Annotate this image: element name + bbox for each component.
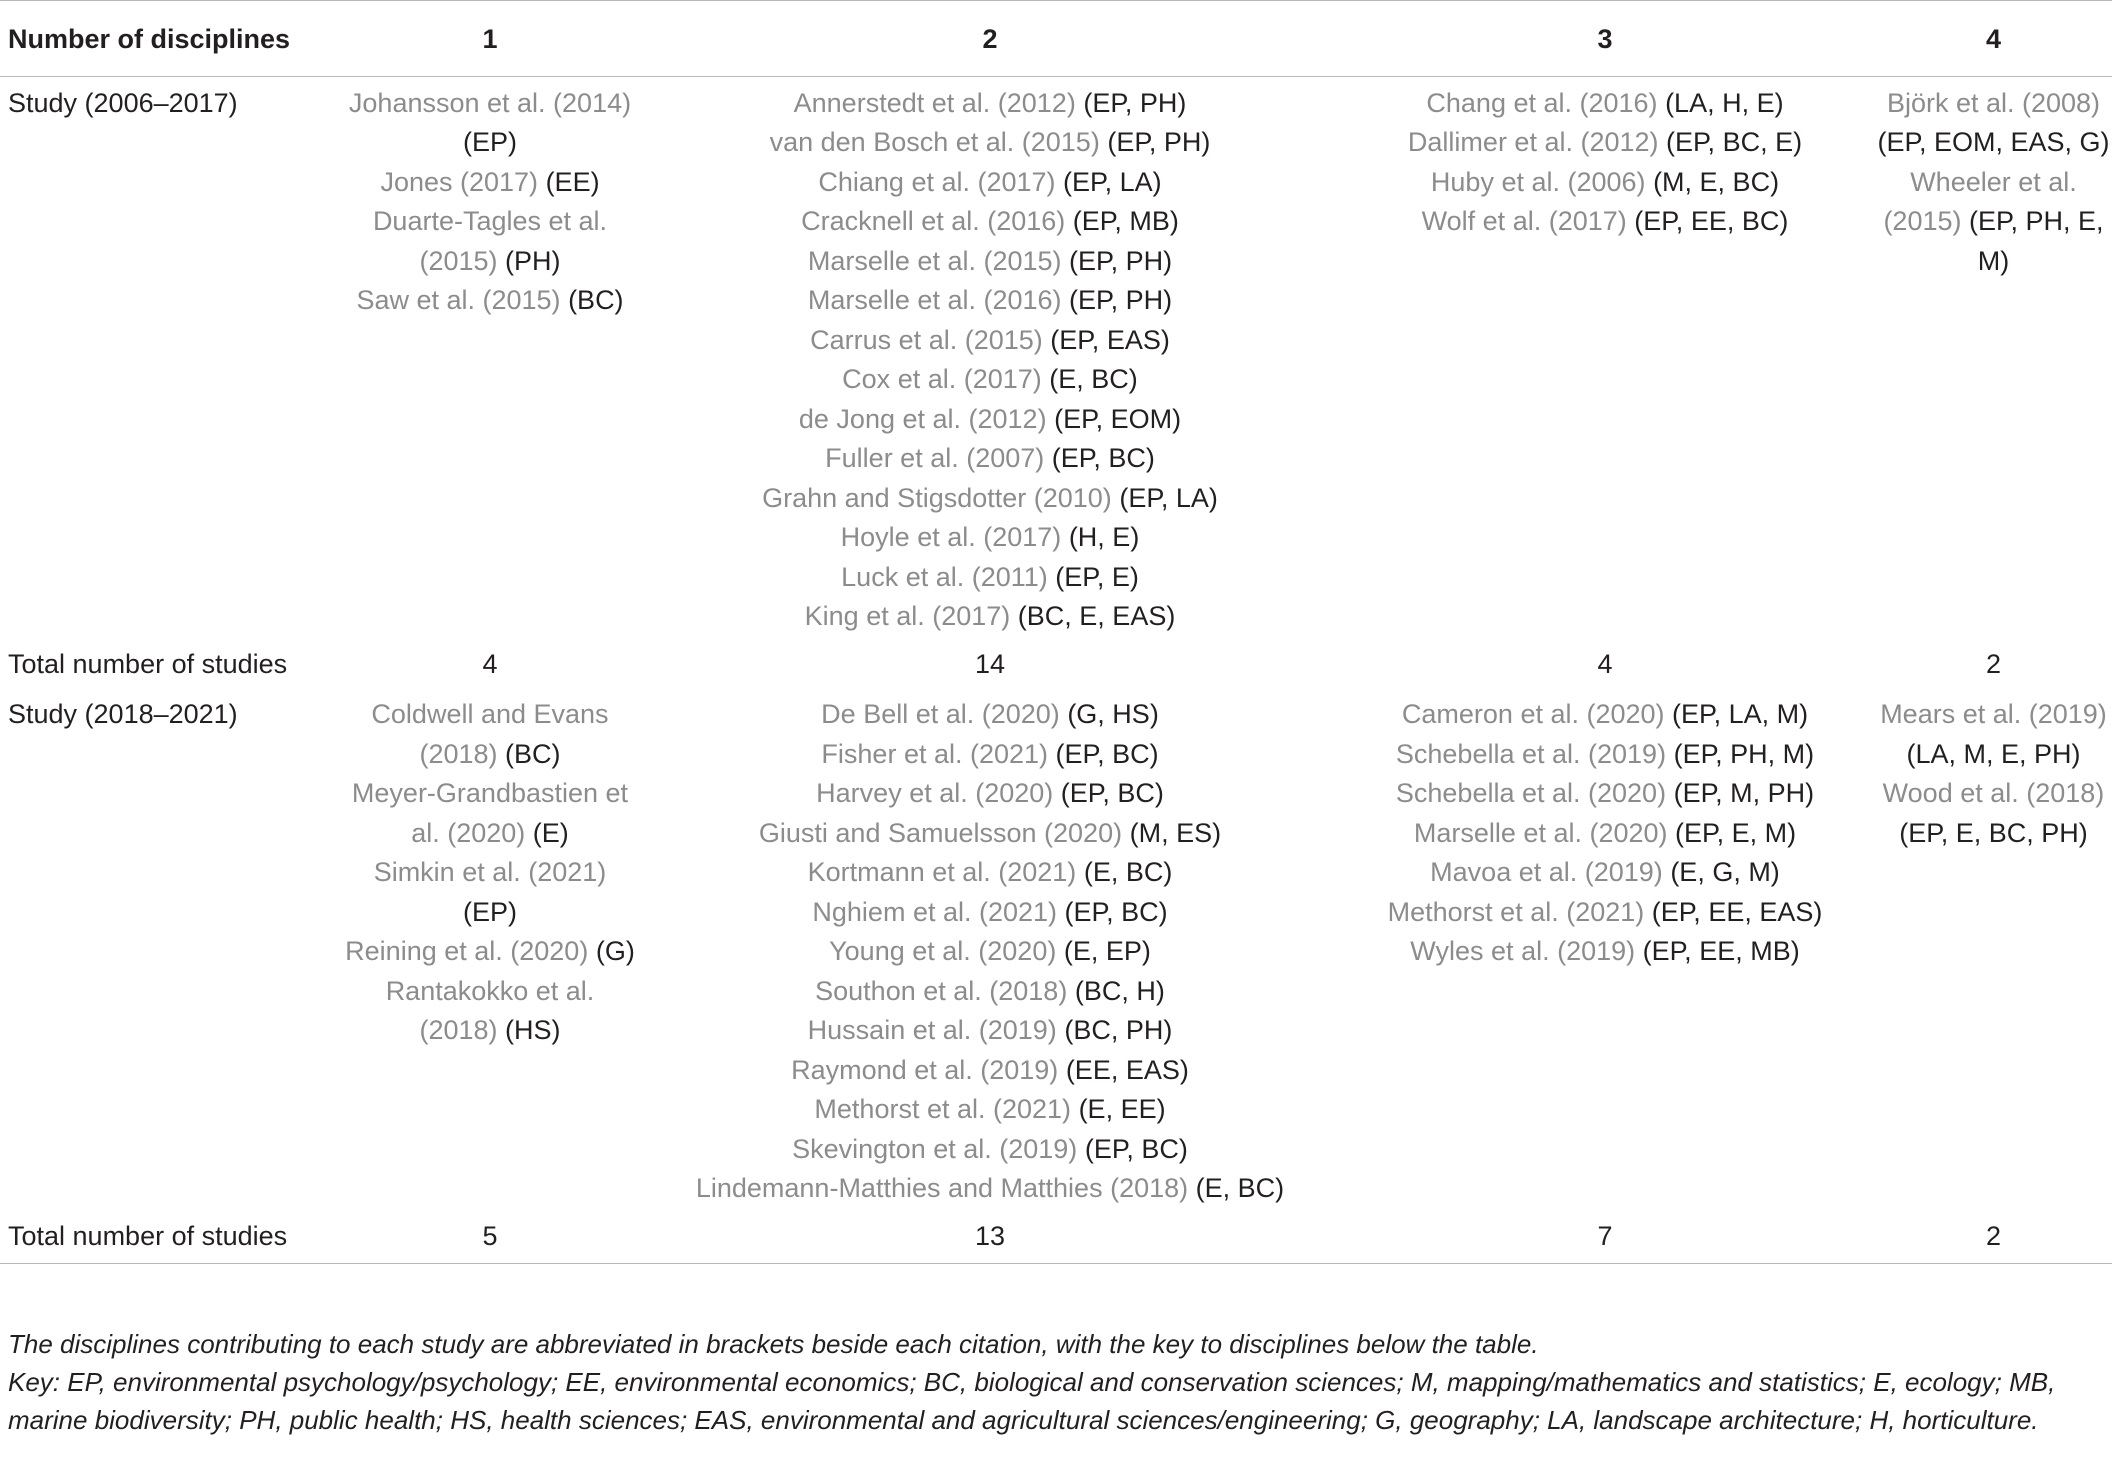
citation: [645, 597, 1335, 637]
citations-cell: [1335, 688, 1875, 1213]
citation: [1875, 163, 2112, 282]
citation-author: Methorst et al. (2021): [814, 1094, 1072, 1124]
header-number-of-disciplines: Number of disciplines: [8, 24, 291, 54]
total-value: 5: [482, 1220, 498, 1251]
citation: [343, 202, 637, 281]
citation-author: Nghiem et al. (2021): [812, 896, 1058, 927]
citation: [645, 202, 1335, 242]
discipline-tags: (EP, PH): [1069, 245, 1173, 276]
row-label-study-2018-2021: Study (2018–2021): [8, 699, 238, 729]
citation: [1875, 774, 2112, 853]
citation-author: Cameron et al. (2020): [1401, 699, 1665, 729]
discipline-tags: (BC, E, EAS): [1017, 601, 1176, 631]
discipline-tags: (BC): [505, 738, 561, 769]
citation-author: Young et al. (2020): [829, 936, 1057, 966]
discipline-tags: (EP, LA): [1119, 482, 1218, 513]
discipline-tags: (EP, E): [1055, 561, 1139, 592]
citation: [1875, 695, 2112, 774]
row-label-total: Total number of studies: [8, 648, 288, 679]
discipline-tags: (EP, E, M): [1675, 817, 1797, 848]
citation-author: Dallimer et al. (2012): [1407, 127, 1659, 157]
citation-author: Saw et al. (2015): [356, 285, 561, 315]
citation-author: Grahn and Stigsdotter (2010): [762, 482, 1112, 513]
discipline-tags: (M, ES): [1129, 817, 1222, 848]
discipline-tags: (E, EP): [1063, 936, 1151, 966]
citation: [645, 735, 1335, 775]
discipline-tags: (EP, BC): [1084, 1133, 1188, 1164]
citations-cell: [1875, 688, 2112, 1213]
citation-author: Southon et al. (2018): [815, 975, 1068, 1006]
citation: [1875, 84, 2112, 163]
discipline-tags: (EP, EE, EAS): [1651, 896, 1823, 927]
discipline-tags: (LA, H, E): [1665, 87, 1784, 118]
discipline-tags: (HS): [505, 1015, 561, 1045]
citation-author: Raymond et al. (2019): [791, 1054, 1059, 1085]
discipline-tags: (EP, PH, M): [1673, 738, 1815, 769]
discipline-tags: (BC): [568, 285, 624, 315]
citation-author: King et al. (2017): [804, 601, 1011, 631]
discipline-tags: (G, HS): [1067, 699, 1159, 729]
citation-author: Rantakokko et al. (2018): [385, 975, 595, 1045]
citation-author: Chang et al. (2016): [1426, 87, 1658, 118]
citation: [1335, 163, 1875, 203]
citation-author: Carrus et al. (2015): [810, 324, 1043, 355]
citation: [645, 400, 1335, 440]
citation: [1335, 202, 1875, 242]
header-row: [0, 1, 2112, 77]
citation: [343, 932, 637, 972]
citation-author: Hussain et al. (2019): [807, 1015, 1057, 1045]
citation: [645, 1051, 1335, 1091]
citation-author: Mears et al. (2019): [1880, 699, 2107, 729]
discipline-tags: (EP, EOM): [1054, 403, 1182, 434]
header-col-3: 3: [1597, 24, 1613, 54]
citation: [645, 321, 1335, 361]
citation: [645, 360, 1335, 400]
citation: [645, 518, 1335, 558]
citation: [1335, 853, 1875, 893]
citation-author: De Bell et al. (2020): [821, 699, 1060, 729]
citations-cell: [1335, 76, 1875, 641]
citation: [645, 972, 1335, 1012]
study-row-2006-2017: [0, 76, 2112, 641]
citation-author: de Jong et al. (2012): [798, 403, 1047, 434]
citation-author: van den Bosch et al. (2015): [769, 127, 1100, 157]
citation-author: Duarte-Tagles et al. (2015): [372, 206, 608, 276]
citation: [645, 1130, 1335, 1170]
citation: [343, 163, 637, 203]
total-value: 2: [1985, 1220, 2002, 1251]
citation: [645, 893, 1335, 933]
header-col-2: 2: [982, 24, 998, 54]
citation: [645, 774, 1335, 814]
citation: [645, 281, 1335, 321]
total-value: 4: [1597, 648, 1613, 679]
total-row-2006-2017: [0, 641, 2112, 689]
citation-author: Schebella et al. (2020): [1395, 778, 1667, 808]
citation-author: Marselle et al. (2015): [807, 245, 1062, 276]
citation-author: Huby et al. (2006): [1430, 166, 1646, 197]
footnote-explanation: The disciplines contributing to each study are abbreviated in brackets beside each citation, with the key to disciplines below the table.: [8, 1329, 1539, 1359]
citation-author: Marselle et al. (2016): [807, 285, 1062, 315]
discipline-tags: (BC, H): [1074, 975, 1165, 1006]
total-value: 4: [482, 648, 498, 679]
citation-author: Wheeler et al. (2015): [1883, 166, 2077, 236]
citation-author: Johansson et al. (2014): [348, 87, 632, 118]
citations-cell: [1875, 76, 2112, 641]
citation-author: Coldwell and Evans (2018): [371, 699, 609, 769]
citation-author: Schebella et al. (2019): [1395, 738, 1667, 769]
citation: [343, 84, 637, 163]
citation: [645, 439, 1335, 479]
discipline-tags: (EE): [545, 166, 600, 197]
discipline-tags: (E, BC): [1049, 364, 1138, 394]
citation-author: Harvey et al. (2020): [816, 778, 1054, 808]
discipline-tags: (E, BC): [1195, 1173, 1285, 1203]
total-value: 7: [1597, 1220, 1613, 1251]
citation-author: Meyer-Grandbastien et al. (2020): [351, 778, 629, 848]
discipline-tags: (EE, EAS): [1065, 1054, 1189, 1085]
citations-cell: [645, 76, 1335, 641]
discipline-tags: (EP, PH, E, M): [1969, 206, 2104, 276]
citation-author: Lindemann-Matthies and Matthies (2018): [695, 1173, 1189, 1203]
citation-author: Kortmann et al. (2021): [807, 857, 1077, 887]
citation: [645, 558, 1335, 598]
discipline-tags: (EP, LA, M): [1672, 699, 1809, 729]
citation-author: Björk et al. (2008): [1886, 87, 2101, 118]
citation-author: Reining et al. (2020): [345, 936, 589, 966]
citation: [645, 1011, 1335, 1051]
citation: [645, 814, 1335, 854]
discipline-tags: (M, E, BC): [1653, 166, 1780, 197]
discipline-tags: (EP, BC, E): [1666, 127, 1803, 157]
citation: [343, 774, 637, 853]
citations-cell: [335, 688, 645, 1213]
discipline-tags: (EP, BC): [1064, 896, 1168, 927]
discipline-tags: (EP, BC): [1060, 778, 1164, 808]
citation-author: Luck et al. (2011): [841, 561, 1048, 592]
citation: [645, 242, 1335, 282]
footnote-key: Key: EP, environmental psychology/psychology; EE, environmental economics; BC, biological and conservation sciences; M, mapping/mathematics and statistics; E, ecology; MB, marine biodiversity; PH, public health; HS, health sciences; EAS, environmental and agricultural sciences/engineering; G, geography; LA, landscape architecture; H, horticulture.: [8, 1367, 2056, 1435]
discipline-tags: (E, G, M): [1670, 857, 1780, 887]
total-value: 13: [974, 1220, 1006, 1251]
citation: [1335, 774, 1875, 814]
total-value: 14: [974, 648, 1006, 679]
citation: [1335, 893, 1875, 933]
citation: [645, 1090, 1335, 1130]
study-row-2018-2021: [0, 688, 2112, 1213]
citation: [645, 123, 1335, 163]
citation-author: Giusti and Samuelsson (2020): [758, 817, 1123, 848]
citation: [645, 479, 1335, 519]
discipline-tags: (EP, PH): [1069, 285, 1173, 315]
citation-author: Mavoa et al. (2019): [1430, 857, 1663, 887]
citation-author: Skevington et al. (2019): [792, 1133, 1078, 1164]
citation: [343, 281, 637, 321]
citation-author: Fuller et al. (2007): [825, 443, 1045, 473]
citation: [645, 695, 1335, 735]
discipline-tags: (EP): [463, 127, 517, 157]
citations-cell: [645, 688, 1335, 1213]
citation: [645, 84, 1335, 124]
discipline-tags: (EP, MB): [1072, 206, 1179, 236]
discipline-tags: (EP, LA): [1063, 166, 1162, 197]
citations-cell: [335, 76, 645, 641]
discipline-tags: (EP, M, PH): [1673, 778, 1815, 808]
discipline-tags: (EP, E, BC, PH): [1899, 817, 2088, 848]
header-col-4: 4: [1985, 24, 2002, 54]
discipline-tags: (BC, PH): [1064, 1015, 1173, 1045]
discipline-tags: (LA, M, E, PH): [1906, 738, 2081, 769]
citation: [1335, 814, 1875, 854]
citation: [645, 1169, 1335, 1209]
citation: [343, 972, 637, 1051]
total-row-2018-2021: [0, 1213, 2112, 1264]
total-value: 2: [1985, 648, 2002, 679]
discipline-tags: (G): [595, 936, 635, 966]
discipline-tags: (E, BC): [1083, 857, 1173, 887]
citation-author: Cracknell et al. (2016): [801, 206, 1066, 236]
citation-author: Annerstedt et al. (2012): [793, 87, 1076, 118]
citation: [1335, 735, 1875, 775]
citation: [645, 163, 1335, 203]
citation: [343, 853, 637, 932]
citation-author: Chiang et al. (2017): [818, 166, 1056, 197]
row-label-total: Total number of studies: [8, 1220, 288, 1251]
citation-author: Wyles et al. (2019): [1410, 936, 1636, 966]
discipline-tags: (EP, PH): [1107, 127, 1211, 157]
citation-author: Hoyle et al. (2017): [840, 522, 1062, 552]
citation: [343, 695, 637, 774]
discipline-tags: (EP, EAS): [1050, 324, 1170, 355]
citation: [1335, 695, 1875, 735]
discipline-tags: (PH): [505, 245, 561, 276]
citation: [645, 853, 1335, 893]
discipline-tags: (EP, EE, MB): [1642, 936, 1800, 966]
header-col-1: 1: [482, 24, 498, 54]
citation-author: Wolf et al. (2017): [1421, 206, 1627, 236]
row-label-study-2006-2017: Study (2006–2017): [8, 87, 238, 118]
citation-author: Fisher et al. (2021): [821, 738, 1049, 769]
discipline-tags: (EP, PH): [1083, 87, 1187, 118]
citation: [1335, 932, 1875, 972]
discipline-tags: (EP): [463, 896, 517, 927]
citation-author: Marselle et al. (2020): [1413, 817, 1668, 848]
discipline-tags: (H, E): [1068, 522, 1140, 552]
discipline-tags: (E, EE): [1078, 1094, 1166, 1124]
discipline-tags: (EP, EE, BC): [1634, 206, 1789, 236]
discipline-tags: (EP, EOM, EAS, G): [1877, 127, 2110, 157]
citation-author: Simkin et al. (2021): [373, 857, 607, 887]
citation-author: Wood et al. (2018): [1882, 778, 2105, 808]
citation-author: Jones (2017): [380, 166, 539, 197]
citation: [1335, 84, 1875, 124]
citation: [645, 932, 1335, 972]
citation-author: Cox et al. (2017): [842, 364, 1042, 394]
discipline-tags: (E): [532, 817, 569, 848]
citation-author: Methorst et al. (2021): [1387, 896, 1645, 927]
citation: [1335, 123, 1875, 163]
discipline-tags: (EP, BC): [1051, 443, 1155, 473]
discipline-tags: (EP, BC): [1055, 738, 1159, 769]
